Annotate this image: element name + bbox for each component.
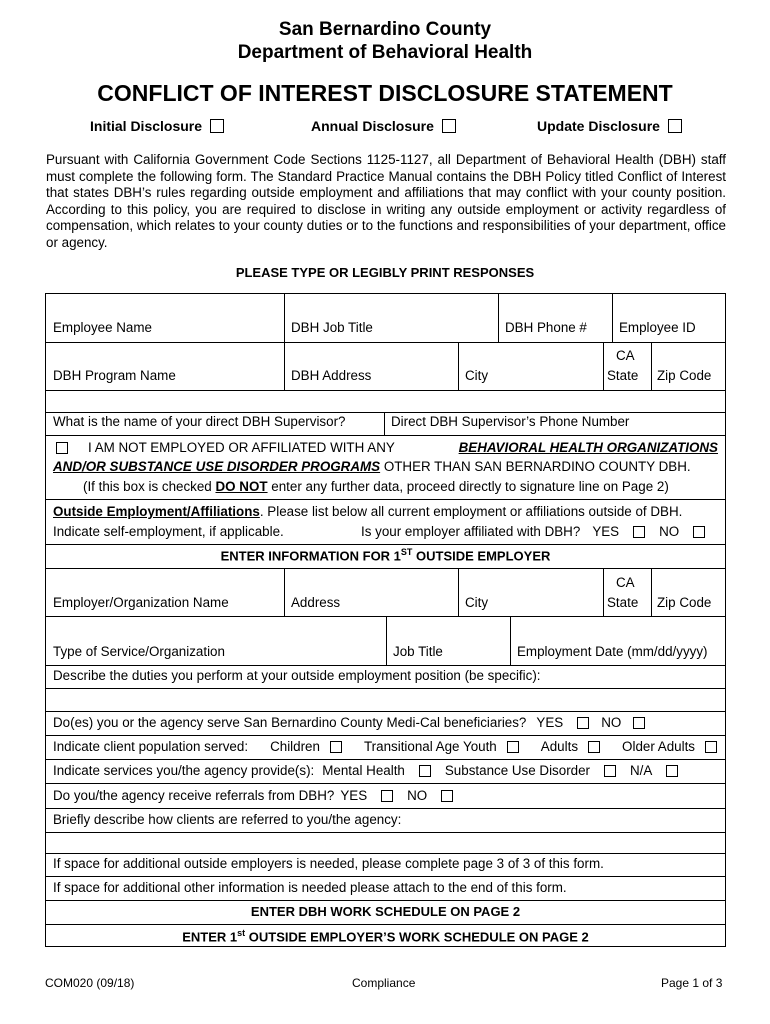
employee-id-field[interactable]: Employee ID bbox=[619, 320, 696, 335]
outside-schedule-b: OUTSIDE EMPLOYER’S WORK SCHEDULE ON PAGE 2 bbox=[245, 929, 589, 945]
annual-disclosure bbox=[311, 118, 456, 134]
update-disclosure bbox=[537, 118, 682, 134]
employer-job-title-field[interactable]: Job Title bbox=[393, 644, 443, 659]
medical-question-text: Do(es) you or the agency serve San Bernardino County Medi-Cal beneficiaries? bbox=[53, 715, 527, 730]
medical-no-label: NO bbox=[601, 715, 622, 730]
affiliated-yes-label: YES bbox=[592, 524, 620, 539]
referrals-no-label: NO bbox=[407, 788, 428, 803]
referrals-row bbox=[53, 788, 453, 804]
affiliated-question bbox=[361, 524, 705, 540]
annual-disclosure-label: Annual Disclosure bbox=[311, 118, 434, 134]
adults-checkbox[interactable] bbox=[588, 741, 600, 753]
not-employed-checkbox[interactable] bbox=[56, 442, 68, 454]
not-employed-line1 bbox=[88, 440, 718, 456]
employment-date-field[interactable]: Employment Date (mm/dd/yyyy) bbox=[517, 644, 708, 659]
outside-text: . Please list below all current employment or affiliations outside of DBH. bbox=[259, 504, 683, 519]
supervisor-phone-field[interactable]: Direct DBH Supervisor’s Phone Number bbox=[391, 414, 630, 429]
supervisor-name-field[interactable]: What is the name of your direct DBH Supervisor? bbox=[53, 414, 346, 429]
older-adults-checkbox[interactable] bbox=[705, 741, 717, 753]
footer-form-id: COM020 (09/18) bbox=[45, 976, 135, 990]
not-employed-line2 bbox=[53, 459, 691, 475]
additional-info-note: If space for additional other information is needed please attach to the end of this form. bbox=[53, 880, 567, 895]
outside-schedule-a: ENTER 1 bbox=[182, 929, 238, 945]
employer-zip-field[interactable]: Zip Code bbox=[657, 595, 712, 610]
services-label: Indicate services you/the agency provide(s): bbox=[53, 763, 315, 778]
department-name: Department of Behavioral Health bbox=[237, 42, 533, 63]
sud-checkbox[interactable] bbox=[604, 765, 616, 777]
first-employer-heading bbox=[46, 547, 725, 563]
referrals-yes-checkbox[interactable] bbox=[381, 790, 393, 802]
services-row bbox=[53, 763, 678, 779]
affiliated-no-label: NO bbox=[659, 524, 680, 539]
referrals-question-text: Do you/the agency receive referrals from DBH? bbox=[53, 788, 335, 803]
program-name-field[interactable]: DBH Program Name bbox=[53, 368, 176, 383]
self-employment-text: Indicate self-employment, if applicable. bbox=[53, 524, 284, 539]
children-label: Children bbox=[270, 739, 320, 754]
footer-page: Page 1 of 3 bbox=[661, 976, 723, 990]
population-row bbox=[53, 739, 717, 755]
header-block bbox=[0, 18, 770, 64]
na-label: N/A bbox=[630, 763, 653, 778]
behavioral-orgs-text: BEHAVIORAL HEALTH ORGANIZATIONS bbox=[458, 440, 718, 455]
na-checkbox[interactable] bbox=[666, 765, 678, 777]
sud-label: Substance Use Disorder bbox=[444, 763, 591, 778]
employer-city-field[interactable]: City bbox=[465, 595, 489, 610]
sud-programs-text: AND/OR SUBSTANCE USE DISORDER PROGRAMS bbox=[53, 459, 381, 474]
service-type-field[interactable]: Type of Service/Organization bbox=[53, 644, 225, 659]
note-text-c: enter any further data, proceed directly to signature line on Page 2) bbox=[267, 479, 669, 494]
employer-address-field[interactable]: Address bbox=[291, 595, 341, 610]
employer-state-value: CA bbox=[616, 575, 635, 590]
employer-heading-a: ENTER INFORMATION FOR 1 bbox=[220, 548, 401, 564]
affiliated-no-checkbox[interactable] bbox=[693, 526, 705, 538]
not-employed-note bbox=[83, 479, 669, 495]
tay-checkbox[interactable] bbox=[507, 741, 519, 753]
job-title-field[interactable]: DBH Job Title bbox=[291, 320, 373, 335]
outside-schedule-sup: st bbox=[237, 928, 246, 938]
population-label: Indicate client population served: bbox=[53, 739, 249, 754]
affiliated-yes-checkbox[interactable] bbox=[633, 526, 645, 538]
employer-state-field[interactable]: State bbox=[607, 595, 639, 610]
medical-yes-label: YES bbox=[536, 715, 564, 730]
medical-no-checkbox[interactable] bbox=[633, 717, 645, 729]
footer-section: Compliance bbox=[352, 976, 416, 990]
instruction-text: PLEASE TYPE OR LEGIBLY PRINT RESPONSES bbox=[235, 265, 535, 280]
annual-disclosure-checkbox[interactable] bbox=[442, 119, 456, 133]
employer-heading-b: OUTSIDE EMPLOYER bbox=[412, 548, 551, 564]
city-field[interactable]: City bbox=[465, 368, 489, 383]
children-checkbox[interactable] bbox=[330, 741, 342, 753]
duties-field[interactable]: Describe the duties you perform at your outside employment position (be specific): bbox=[53, 668, 541, 683]
not-employed-text-a: I AM NOT EMPLOYED OR AFFILIATED WITH ANY bbox=[88, 440, 395, 455]
intro-paragraph: Pursuant with California Government Code Sections 1125-1127, all Department of Behavioral Health (DBH) staff must complete the following form. The Standard Practice Manual contains the DBH Policy titled Conflict of Interest that states DBH’s rules regarding outside employment and affiliations that may conflict with your county position. According to this policy, you are required to disclose in writing any outside employment or activity regardless of compensation, which relates to your county duties or to the functions and responsibilities of your department, office or agency. bbox=[46, 152, 726, 250]
referrals-yes-label: YES bbox=[340, 788, 368, 803]
medical-yes-checkbox[interactable] bbox=[577, 717, 589, 729]
outside-employment-heading bbox=[53, 504, 682, 520]
zip-field[interactable]: Zip Code bbox=[657, 368, 712, 383]
county-name: San Bernardino County bbox=[278, 19, 492, 40]
other-than-text: OTHER THAN SAN BERNARDINO COUNTY DBH. bbox=[380, 459, 691, 474]
initial-disclosure-label: Initial Disclosure bbox=[90, 118, 203, 134]
additional-employers-note: If space for additional outside employers is needed, please complete page 3 of 3 of this form. bbox=[53, 856, 604, 871]
initial-disclosure bbox=[90, 118, 224, 134]
referrals-no-checkbox[interactable] bbox=[441, 790, 453, 802]
state-field[interactable]: State bbox=[607, 368, 639, 383]
older-adults-label: Older Adults bbox=[622, 739, 695, 754]
referral-describe-field[interactable]: Briefly describe how clients are referred to you/the agency: bbox=[53, 812, 402, 827]
outside-schedule-heading bbox=[46, 928, 725, 944]
dbh-schedule-heading: ENTER DBH WORK SCHEDULE ON PAGE 2 bbox=[250, 904, 521, 919]
state-value: CA bbox=[616, 348, 635, 363]
update-disclosure-checkbox[interactable] bbox=[668, 119, 682, 133]
disclosure-form bbox=[45, 293, 726, 947]
employer-name-field[interactable]: Employer/Organization Name bbox=[53, 595, 229, 610]
initial-disclosure-checkbox[interactable] bbox=[210, 119, 224, 133]
medical-question bbox=[53, 715, 645, 731]
affiliated-question-text: Is your employer affiliated with DBH? bbox=[361, 524, 581, 539]
dbh-address-field[interactable]: DBH Address bbox=[291, 368, 372, 383]
dbh-phone-field[interactable]: DBH Phone # bbox=[505, 320, 587, 335]
employee-name-field[interactable]: Employee Name bbox=[53, 320, 152, 335]
employer-heading-sup: ST bbox=[400, 547, 413, 557]
tay-label: Transitional Age Youth bbox=[363, 739, 497, 754]
adults-label: Adults bbox=[540, 739, 579, 754]
mental-health-checkbox[interactable] bbox=[419, 765, 431, 777]
do-not-text: DO NOT bbox=[215, 479, 268, 494]
mental-health-label: Mental Health bbox=[322, 763, 405, 778]
update-disclosure-label: Update Disclosure bbox=[537, 118, 660, 134]
outside-heading-text: Outside Employment/Affiliations bbox=[53, 504, 260, 519]
form-title: CONFLICT OF INTEREST DISCLOSURE STATEMENT bbox=[97, 80, 673, 106]
note-text-a: (If this box is checked bbox=[83, 479, 216, 494]
